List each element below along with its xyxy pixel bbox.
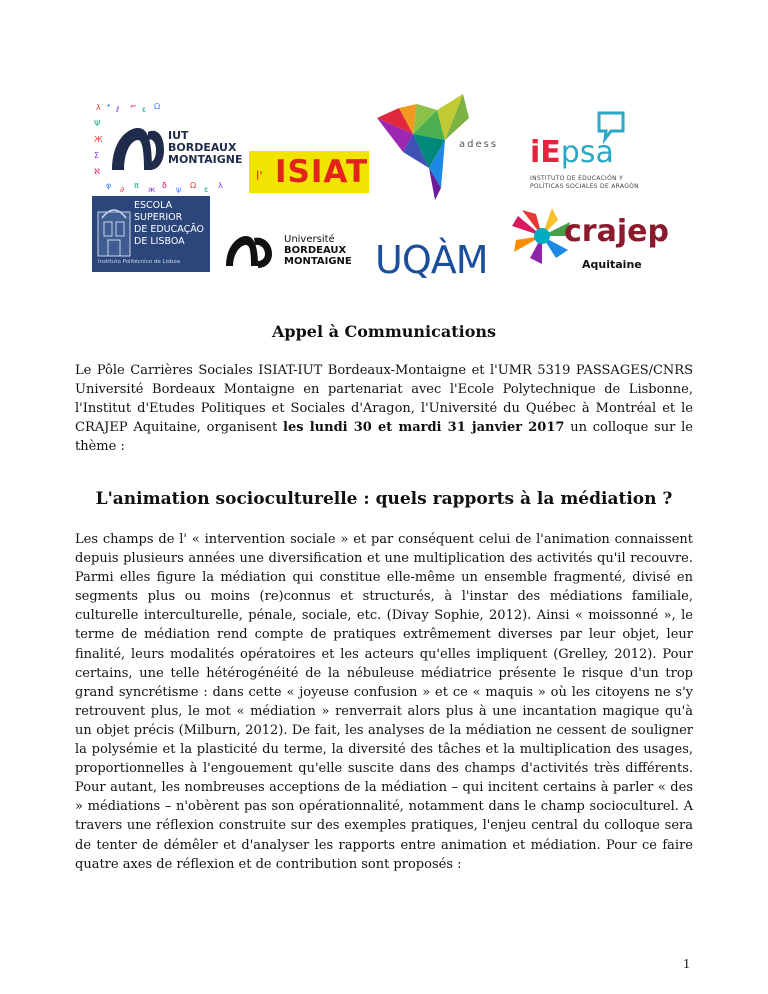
svg-text:∙: ∙ [106,101,112,110]
page-number: 1 [683,957,690,972]
uqam-wordmark: UQÀM [375,238,488,282]
svg-text:λ: λ [218,181,223,190]
building-facade-icon [94,198,134,258]
svg-text:π: π [134,181,139,190]
escola-line-2: SUPERIOR [134,212,183,223]
svg-text:Ж: Ж [94,135,103,144]
crajep-wordmark: crajep [564,214,669,249]
svg-text:ж: ж [148,185,156,194]
crajep-region: Aquitaine [582,258,642,271]
event-dates: les lundi 30 et mardi 31 janvier 2017 [283,420,565,436]
isiat-text: ISIAT [275,154,369,190]
svg-text:Σ: Σ [94,151,100,160]
ubm-line-2: BORDEAUX [284,245,347,256]
intro-paragraph [75,361,693,456]
ubm-line-1: Université [284,234,335,245]
svg-text:ε: ε [204,185,209,194]
escola-name [134,200,204,248]
escola-line-1: ESCOLA [134,200,173,211]
svg-text:Ω: Ω [190,181,197,190]
escola-line-4: DE LISBOA [134,236,185,247]
universite-bordeaux-montaigne-logo [220,228,370,272]
svg-text:⌐: ⌐ [130,102,137,111]
colorful-burst-icon [512,206,572,266]
iepsa-subtitle [530,175,639,191]
escola-line-3: DE EDUCAÇÃO [134,224,205,235]
svg-text:δ: δ [162,181,167,190]
iut-line-3: MONTAIGNE [168,153,243,166]
intro-text-start: Le Pôle Carrières Sociales ISIAT-IUT Bordeaux-Montaigne et l'UMR 5319 PASSAGES/CNRS Université Bordeaux Montaigne en partenariat avec l'Ecole Polytechnique de Lisbonne, l'Institut d'Etudes Politiques et Sociales d'Aragon, l'Université du Québec à Montréal et le CRAJEP Aquitaine, organisent [75,363,693,436]
uqam-logo [373,234,513,280]
ubm-emblem-icon [220,228,280,272]
ubm-line-3: MONTAIGNE [284,256,352,267]
svg-text:Ω: Ω [154,102,161,111]
iepsa-prefix: iE [530,135,561,170]
intro-text-end: un colloque sur le thème : [75,420,693,455]
svg-text:ℵ: ℵ [94,167,100,176]
svg-text:Ψ: Ψ [94,119,101,128]
body-paragraph: Les champs de l' « intervention sociale » et par conséquent celui de l'animation connaissent depuis plusieurs années une diversification et une multiplication des activités qu'il recouvre. Parmi elles figure la médiation qui constitue elle-même un ensemble fragmenté, divisé en segments plus ou moins (re)connus et structurés, à l'instar des médiations familiale, culturelle interculturelle, pénale, sociale, etc. (Divay Sophie, 2012). Ainsi « moissonné », le terme de médiation rend compte de pratiques extrêmement diverses par leur objet, leur finalité, leurs modalités opératoires et les acteurs qu'elles impliquent (Grelley, 2012). Pour certains, une telle hétérogénéité de la nébuleuse médiatrice présente le risque d'un trop grand syncrétisme : dans cette « joyeuse confusion » et ce « maquis » où les citoyens ne s'y retrouvent plus, le mot « médiation » renverrait alors plus à une incantation magique qu'à un objet précis (Milburn, 2012). De fait, les analyses de la médiation ne cessent de souligner la polysémie et la plasticité du terme, la diversité des tâches et la multiplication des usages, proportionnelles à l'engouement qu'elle suscite dans des champs d'activités très différents. Pour autant, les nombreuses acceptions de la médiation – qui incitent certains à parler « des » médiations – n'obèrent pas son opérationnalité, notamment dans le champ socioculturel. A travers une réflexion construite sur des exemples pratiques, l'enjeu central du colloque sera de tenter de démêler et d'analyser les rapports entre animation et médiation. Pour ce faire quatre axes de réflexion et de contribution sont proposés : [75,532,693,872]
crajep-aquitaine-logo [512,206,669,276]
escola-footer: Instituto Politécnico de Lisboa [98,259,181,265]
isiat-logo [249,151,369,193]
iut-line-2: BORDEAUX [168,141,237,154]
ubm-wordmark [284,234,352,267]
svg-text:ε: ε [142,105,147,114]
call-for-papers-heading: Appel à Communications [271,322,497,341]
adess-text: adess [459,139,499,150]
iut-line-1: IUT [168,129,189,142]
iepsa-wordmark [530,135,614,170]
iepsa-subtitle-line-1: INSTITUTO DE EDUCACIÓN Y [530,175,624,182]
svg-text:ψ: ψ [176,185,182,194]
iepsa-logo [527,107,667,199]
adess-logo [377,88,517,200]
svg-text:ℓ: ℓ [116,105,120,114]
svg-text:λ: λ [96,103,101,112]
iut-bordeaux-montaigne-logo [90,100,245,196]
escola-lisboa-logo [92,196,210,272]
svg-text:∂: ∂ [120,185,125,194]
colloquium-theme-title: L'animation socioculturelle : quels rapports à la médiation ? [95,489,673,509]
iepsa-subtitle-line-2: POLÍTICAS SOCIALES DE ARAGÓN [530,183,639,190]
isiat-prefix: l' [256,169,263,183]
svg-text:φ: φ [106,181,112,190]
iepsa-suffix: psa [560,135,614,170]
